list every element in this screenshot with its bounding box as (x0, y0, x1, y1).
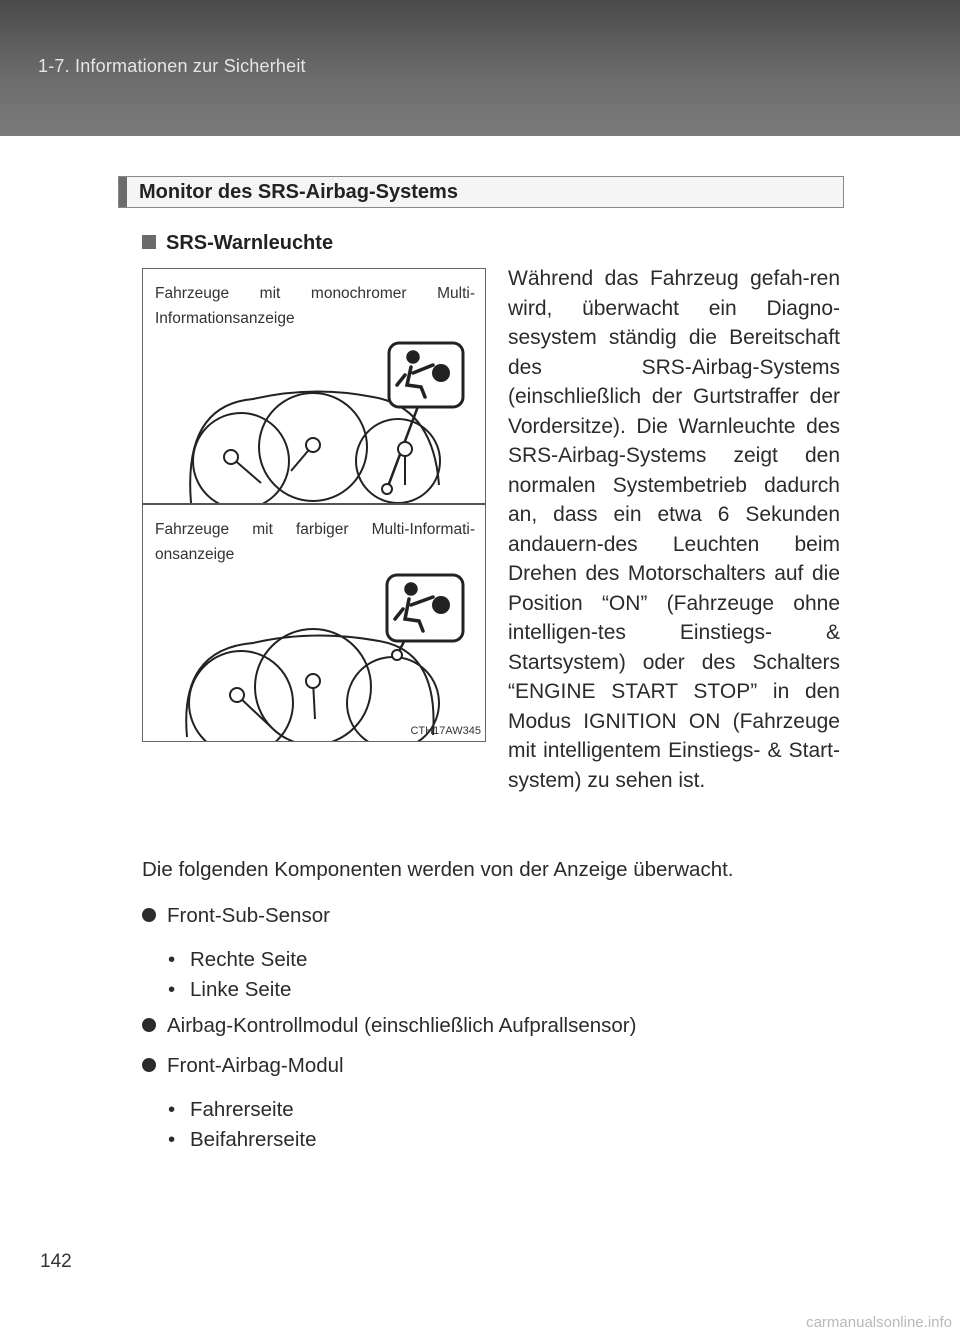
round-bullet-icon (142, 1018, 156, 1032)
chapter-title: 1-7. Informationen zur Sicherheit (38, 56, 306, 76)
body-paragraph: Während das Fahrzeug gefah-ren wird, überwacht ein Diagno-sesystem ständig die Bereitschaft des SRS-Airbag-Systems (einschließlich der Gurtstraffer der Vordersitze). Die Warnleuchte des SRS-Airbag-Systems zeigt den normalen Systembetrieb dadurch an, dass ein etwa 6 Sekunden andauern-des Leuchten beim Drehen des Motorschalters auf die Position “ON” (Fahrzeuge ohne intelligen-tes Einstiegs- & Startsystem) oder des Schalters “ENGINE START STOP” in den Modus IGNITION ON (Fahrzeuge mit intelligentem Einstiegs- & Start-system) zu sehen ist. (508, 267, 840, 792)
subheading (142, 232, 333, 255)
figure-caption-top: Fahrzeuge mit monochromer Multi-Informationsanzeige (155, 285, 475, 327)
instrument-cluster-figure (142, 268, 486, 742)
cluster-color-illustration (143, 569, 485, 741)
cluster-monochrome-illustration (143, 335, 485, 503)
figure-code: CTH17AW345 (410, 725, 481, 737)
section-title-box (118, 176, 844, 208)
figure-caption-bottom: Fahrzeuge mit farbiger Multi-Informati-onsanzeige (155, 521, 475, 563)
component-item: Front-Sub-Sensor (142, 904, 330, 928)
round-bullet-icon (142, 1058, 156, 1072)
component-subitem: • Fahrerseite (168, 1098, 294, 1121)
round-bullet-icon (142, 908, 156, 922)
intro-text: Die folgenden Komponenten werden von der Anzeige überwacht. (142, 858, 734, 881)
component-subitem: • Linke Seite (168, 978, 292, 1001)
component-subitem: • Rechte Seite (168, 948, 308, 971)
page-number: 142 (40, 1251, 72, 1272)
gauge-left (193, 413, 289, 503)
subheading-text: SRS-Warnleuchte (166, 232, 334, 254)
section-title-bar (119, 177, 127, 207)
component-subitem: • Beifahrerseite (168, 1128, 317, 1151)
square-bullet-icon (142, 235, 156, 249)
section-title: Monitor des SRS-Airbag-Systems (139, 181, 458, 203)
component-item: Airbag-Kontrollmodul (einschließlich Aufprallsensor) (142, 1014, 636, 1038)
component-item: Front-Airbag-Modul (142, 1054, 344, 1078)
watermark: carmanualsonline.info (806, 1314, 952, 1331)
figure-divider (143, 503, 485, 505)
airbag-warning-icon-color (387, 575, 463, 641)
page-header (0, 0, 960, 136)
